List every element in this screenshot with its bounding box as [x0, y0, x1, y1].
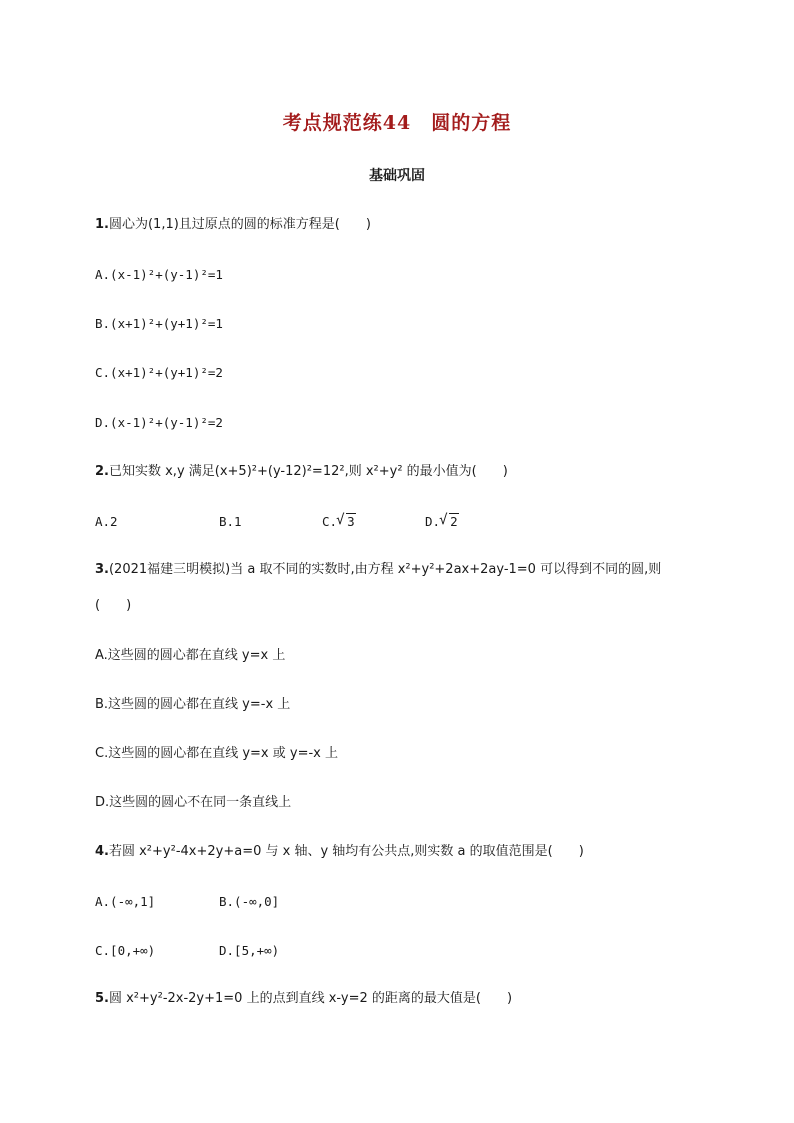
question-stem: 若圆 x²+y²-4x+2y+a=0 与 x 轴、y 轴均有公共点,则实数 a 的取值范围是( ): [108, 844, 584, 859]
option-3c: C.这些圆的圆心都在直线 y=x 或 y=-x 上: [95, 746, 338, 761]
question-stem: 已知实数 x,y 满足(x+5)²+(y-12)²=12²,则 x²+y² 的最小值为( ): [108, 464, 508, 479]
question-4: [95, 843, 584, 861]
question-number: 1.: [95, 217, 109, 232]
option-2a: A.2: [95, 514, 118, 529]
sqrt-symbol: [440, 513, 459, 531]
option-4d: D.[5,+∞): [219, 943, 280, 958]
question-number: 4.: [95, 844, 109, 859]
question-number: 3.: [95, 562, 109, 577]
question-1: [95, 216, 371, 234]
option-prefix: C.: [322, 514, 338, 529]
option-2c: [322, 513, 356, 531]
option-1c: C.(x+1)²+(y+1)²=2: [95, 365, 223, 380]
option-2b: B.1: [219, 514, 242, 529]
question-stem: 圆 x²+y²-2x-2y+1=0 上的点到直线 x-y=2 的距离的最大值是( ): [108, 991, 513, 1006]
question-5: [95, 990, 512, 1008]
radicand: 3: [347, 514, 355, 529]
option-1d: D.(x-1)²+(y-1)²=2: [95, 415, 223, 430]
question-3-cont: ( ): [95, 598, 132, 613]
section-heading: 基础巩固: [369, 168, 425, 184]
option-1a: A.(x-1)²+(y-1)²=1: [95, 267, 223, 282]
radicand: 2: [450, 514, 458, 529]
option-4a: A.(-∞,1]: [95, 894, 156, 909]
page-title: 考点规范练44 圆的方程: [282, 112, 512, 134]
question-stem: (2021福建三明模拟)当 a 取不同的实数时,由方程 x²+y²+2ax+2ay-1=0 可以得到不同的圆,则: [108, 562, 662, 577]
question-number: 2.: [95, 464, 109, 479]
question-stem: 圆心为(1,1)且过原点的圆的标准方程是( ): [108, 217, 371, 232]
question-number: 5.: [95, 991, 109, 1006]
option-2d: [425, 513, 459, 531]
option-prefix: D.: [425, 514, 441, 529]
sqrt-symbol: [337, 513, 356, 531]
question-2: [95, 463, 508, 481]
question-3: [95, 561, 661, 579]
option-4c: C.[0,+∞): [95, 943, 156, 958]
option-4b: B.(-∞,0]: [219, 894, 280, 909]
option-3a: A.这些圆的圆心都在直线 y=x 上: [95, 648, 286, 663]
option-3b: B.这些圆的圆心都在直线 y=-x 上: [95, 697, 291, 712]
option-1b: B.(x+1)²+(y+1)²=1: [95, 316, 223, 331]
option-3d: D.这些圆的圆心不在同一条直线上: [95, 795, 292, 810]
